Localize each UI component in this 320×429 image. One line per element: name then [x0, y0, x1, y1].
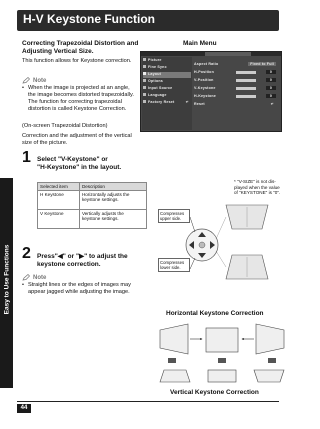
section-sidebar-tab: [0, 178, 13, 388]
table-desc-line: Vertically adjusts the: [81, 211, 124, 216]
note-bullet: •: [22, 282, 24, 288]
screen-trapezoid-icon: [160, 324, 188, 354]
intro-heading-line-1: Correcting Trapezoidal Distortion and: [22, 40, 139, 47]
table-header-row: [38, 183, 147, 191]
onscreen-text: [22, 123, 152, 147]
pointer-line: [190, 258, 195, 269]
menu-item-picture[interactable]: Picture: [143, 58, 191, 64]
note-heading: Note: [33, 77, 47, 84]
step-1-line: "H-Keystone" in the layout.: [37, 164, 122, 171]
main-menu-screenshot: [140, 51, 282, 132]
selection-table: [37, 182, 147, 229]
vertical-keystone-illustration: [154, 368, 290, 388]
pencil-icon: [22, 274, 30, 281]
slider-track: [236, 79, 256, 82]
slider-track: [236, 87, 256, 90]
menu-setting-aspect-ratio[interactable]: Aspect Ratio Fixed to Full: [194, 62, 274, 66]
step-1-text: [37, 156, 157, 172]
slider-track: [236, 71, 256, 74]
slider-value: 0: [266, 70, 276, 74]
table-row: [38, 191, 147, 210]
table-cell-item: H Keystone: [38, 191, 80, 210]
screen-trapezoid-icon: [256, 324, 284, 354]
table-cell-item: V Keystone: [38, 210, 80, 229]
step-2-text: [37, 253, 159, 269]
slider-value: 0: [266, 94, 276, 98]
note-line: the image becomes distorted trapezoidally.: [28, 92, 134, 98]
horizontal-keystone-illustration: [154, 320, 290, 366]
horizontal-keystone-caption: Horizontal Keystone Correction: [166, 310, 264, 317]
page-number: 44: [17, 404, 31, 413]
menu-setting-v-position[interactable]: V-Position 0: [194, 78, 278, 84]
footnote-line: played when the value: [234, 184, 280, 190]
step-1-number: 1: [22, 149, 31, 166]
pencil-icon: [22, 77, 30, 84]
table-desc-line: keystone settings.: [81, 216, 119, 221]
sidebar-label: Easy to Use Functions: [3, 244, 11, 315]
projector-icon: [168, 358, 176, 363]
note-bullet: •: [22, 85, 24, 91]
table-cell-desc: [79, 191, 146, 210]
screen-rectangle-icon: [208, 370, 236, 382]
step-2-line: keystone correction.: [37, 261, 101, 268]
screen-trapezoid-icon: [160, 370, 190, 382]
menu-item-options[interactable]: Options: [143, 79, 191, 85]
table-cell-desc: [79, 210, 146, 229]
table-row: [38, 210, 147, 229]
page-title: H-V Keystone Function: [23, 12, 156, 26]
page-title-bar: [17, 10, 279, 31]
slider-track: [236, 95, 256, 98]
intro-heading-line-2: Adjusting Vertical Size.: [22, 48, 94, 55]
vsize-footnote: [234, 179, 296, 196]
table-desc-line: Horizontally adjusts the: [81, 192, 130, 197]
screen-rectangle-icon: [206, 328, 238, 352]
onscreen-body-line: size of the picture.: [22, 140, 68, 146]
label-compresses-upper: Compresses upper side.: [158, 209, 190, 223]
intro-heading: [22, 40, 152, 56]
menu-setting-reset[interactable]: Reset ↵: [194, 102, 274, 106]
slider-value: 0: [266, 78, 276, 82]
table-header-cell: Description: [79, 183, 146, 191]
enter-icon: ↵: [185, 100, 189, 104]
vertical-keystone-caption: Vertical Keystone Correction: [170, 389, 259, 396]
menu-item-language[interactable]: Language: [143, 93, 191, 99]
footnote-line: * "V-SIZE" is not dis-: [234, 179, 276, 184]
menu-item-layout[interactable]: Layout: [143, 72, 191, 78]
note-line: The function for correcting trapezoidal: [28, 99, 122, 105]
note-block-2: [22, 274, 152, 296]
pointer-line: [190, 217, 195, 232]
menu-item-input-source[interactable]: Input Source: [143, 86, 191, 92]
note-line: When the image is projected at an angle,: [28, 85, 130, 91]
projector-icon: [218, 358, 226, 363]
footnote-line: of "KEYSTONE" is "0".: [234, 190, 281, 196]
menu-item-fine-sync[interactable]: Fine Sync: [143, 65, 191, 71]
aspect-ratio-value[interactable]: Fixed to Full: [250, 62, 274, 66]
main-menu-title: Main Menu: [183, 40, 217, 47]
label-compresses-lower: Compresses lower side.: [158, 258, 190, 272]
screen-trapezoid-icon: [254, 370, 284, 382]
table-desc-line: keystone settings.: [81, 197, 119, 202]
onscreen-body-line: Correction and the adjustment of the vertical: [22, 133, 132, 139]
step-2-line: Press"◀" or "▶" to adjust the: [37, 253, 128, 260]
step-1-line: Select "V-Keystone" or: [37, 156, 108, 163]
enter-icon: ↵: [270, 102, 274, 106]
menu-item-factory-reset[interactable]: Factory Reset ↵: [143, 100, 191, 106]
note-heading: Note: [33, 274, 47, 281]
menu-setting-v-keystone[interactable]: V-Keystone 0: [194, 86, 278, 92]
step-2-number: 2: [22, 245, 31, 262]
footer-rule: [17, 401, 279, 402]
menu-setting-h-position[interactable]: H-Position 0: [194, 70, 278, 76]
note-line: Straight lines or the edges of images may: [28, 282, 131, 288]
slider-value: 0: [266, 86, 276, 90]
note-line: distortion is called Keystone Correction.: [28, 106, 127, 112]
intro-body: This function allows for Keystone correction.: [22, 58, 132, 64]
projector-icon: [268, 358, 276, 363]
note-block-1: [22, 77, 152, 113]
menu-setting-h-keystone[interactable]: H-Keystone 0: [194, 94, 278, 100]
note-line: appear jagged while adjusting the image.: [28, 289, 130, 295]
keystone-diagram: [164, 199, 284, 289]
onscreen-caption: (On-screen Trapezoidal Distortion): [22, 123, 108, 129]
table-header-cell: Selected item: [38, 183, 80, 191]
